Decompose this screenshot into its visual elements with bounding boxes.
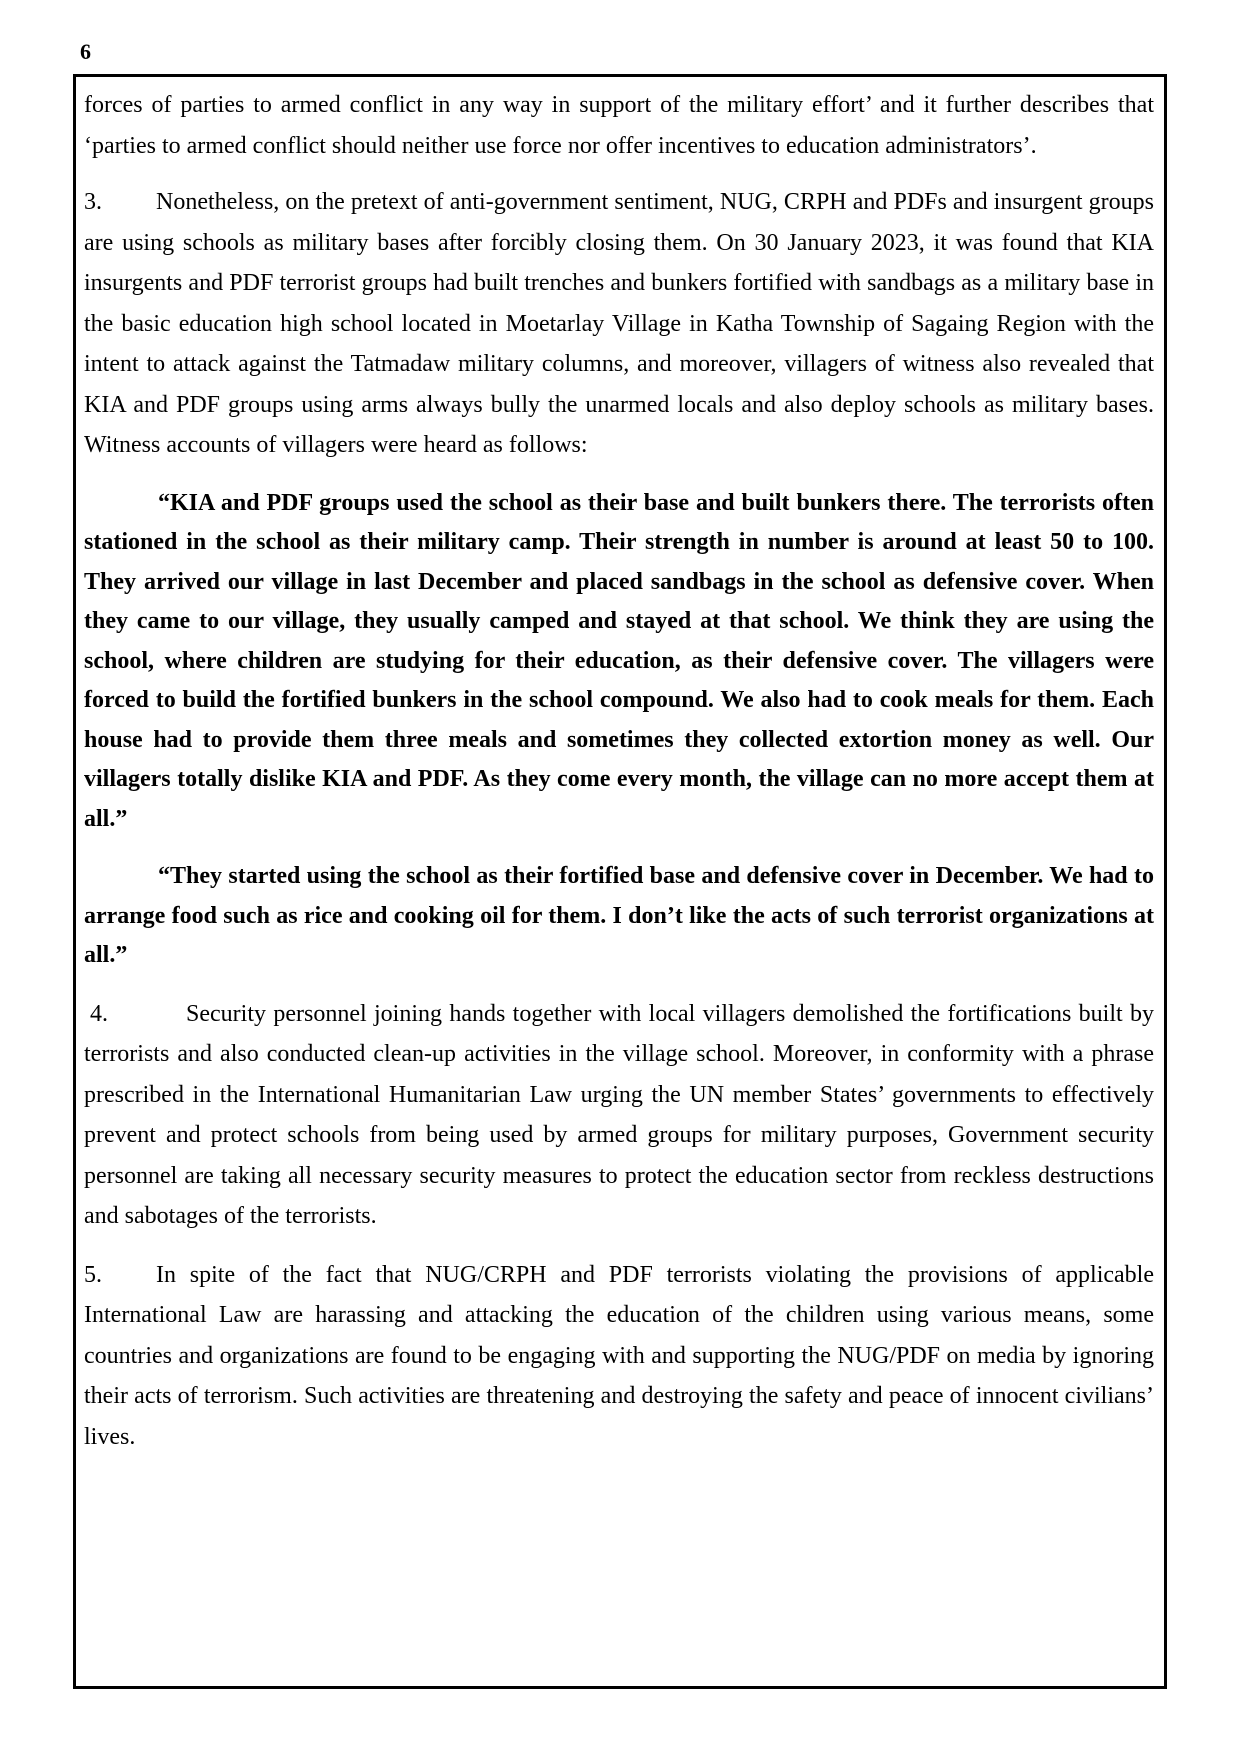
paragraph-continued: forces of parties to armed conflict in any way in support of the military effort’ and it further describes that ‘parties to armed conflict should neither use force nor offer incentives to education administrators’. [84,92,1154,159]
paragraph-5-number: 5. [84,1261,102,1288]
paragraph-4-number: 4. [90,1000,108,1027]
paragraph-4 [84,994,1154,1237]
paragraph-3 [84,182,1154,466]
paragraph-4-text: Security personnel joining hands together with local villagers demolished the fortifications built by terrorists and also conducted clean-up activities in the village school. Moreover, in conformity with a phrase prescribed in the International Humanitarian Law urging the UN member States’ governments to effectively prevent and protect schools from being used by armed groups for military purposes, Government security personnel are taking all necessary security measures to protect the education sector from reckless destructions and sabotages of the terrorists. [84,1000,1154,1229]
paragraph-5-text: In spite of the fact that NUG/CRPH and PDF terrorists violating the provisions of applicable International Law are harassing and attacking the education of the children using various means, some countries and organizations are found to be engaging with and supporting the NUG/PDF on media by ignoring their acts of terrorism. Such activities are threatening and destroying the safety and peace of innocent civilians’ lives. [84,1261,1154,1450]
paragraph-5 [84,1255,1154,1458]
witness-quote-2: “They started using the school as their fortified base and defensive cover in December. We had to arrange food such as rice and cooking oil for them. I don’t like the acts of such terrorist organizations at all.” [84,863,1154,968]
page-number: 6 [80,39,91,64]
content-frame [73,74,1167,1689]
paragraph-3-number: 3. [84,189,102,215]
witness-quote-1: “KIA and PDF groups used the school as their base and built bunkers there. The terrorists often stationed in the school as their military camp. Their strength in number is around at least 50 to 100. They arrived our village in last December and placed sandbags in the school as defensive cover. When they came to our village, they usually camped and stayed at that school. We think they are using the school, where children are studying for their education, as their defensive cover. The villagers were forced to build the fortified bunkers in the school compound. We also had to cook meals for them. Each house had to provide them three meals and sometimes they collected extortion money as well. Our villagers totally dislike KIA and PDF. As they come every month, the village can no more accept them at all.” [84,489,1154,832]
paragraph-3-text: Nonetheless, on the pretext of anti-government sentiment, NUG, CRPH and PDFs and insurgent groups are using schools as military bases after forcibly closing them. On 30 January 2023, it was found that KIA insurgents and PDF terrorist groups had built trenches and bunkers fortified with sandbags as a military base in the basic education high school located in Moetarlay Village in Katha Township of Sagaing Region with the intent to attack against the Tatmadaw military columns, and moreover, villagers of witness also revealed that KIA and PDF groups using arms always bully the unarmed locals and also deploy schools as military bases. Witness accounts of villagers were heard as follows: [84,189,1154,458]
